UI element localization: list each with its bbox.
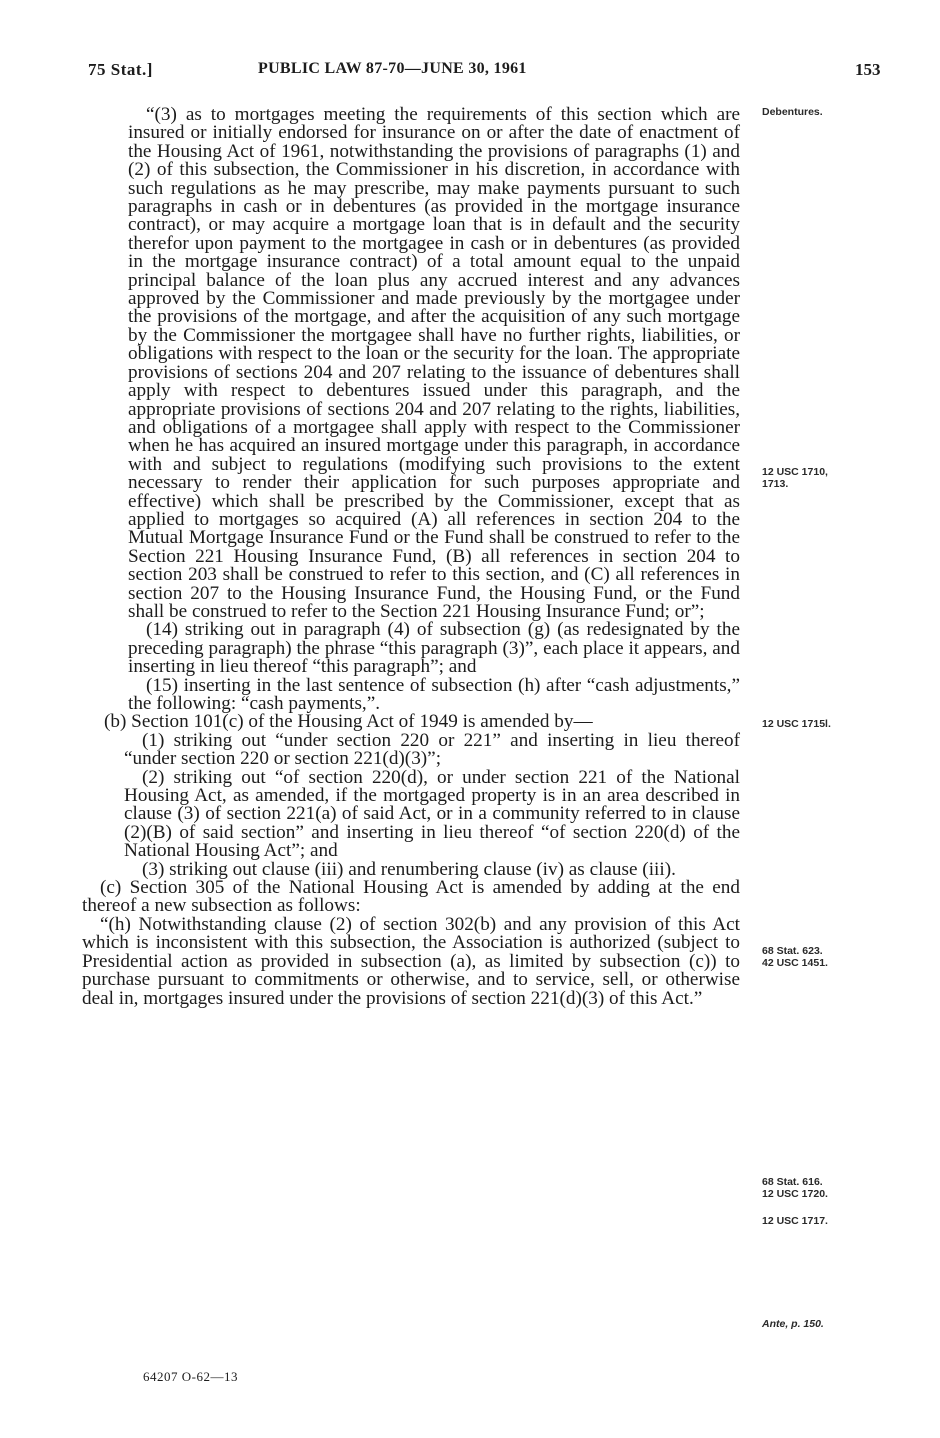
clause-b-2: (2) striking out “of section 220(d), or under section 221 of the National Housing Act, as amended, if the mortgaged property is in an area described in clause (3) of section 221(a) of said Act, or in a community referred to in clause (2)(B) of said section” and inserting in lieu thereof “of section 220(d) of the National Housing Act”; and (124, 766, 740, 862)
clause-b-1: (1) striking out “under section 220 or 221” and inserting in lieu thereof “under section 220 or section 221(d)(3)”; (124, 729, 740, 770)
body-text (82, 106, 740, 1008)
margin-note-debentures: Debentures. (762, 106, 823, 118)
subsection-c: (c) Section 305 of the National Housing Act is amended by adding at the end thereof a new subsection as follows: (82, 877, 740, 917)
subsection-b: (b) Section 101(c) of the Housing Act of 1949 is amended by— (104, 711, 593, 733)
paragraph-3-debentures: “(3) as to mortgages meeting the requirements of this section which are insured or initially endorsed for insurance on or after the date of enactment of the Housing Act of 1961, notwithstanding the provisions of paragraphs (1) and (2) of this subsection, the Commissioner in his discretion, in accordance with such regulations as he may prescribe, may make payments pursuant to such paragraphs in cash or in debentures (as provided in the mortgage insurance contract), or may acquire a mortgage loan that is in default and the security therefor upon payment to the mortgagee in cash or in debentures (as provided in the mortgage insurance contract) of a total amount equal to the unpaid principal balance of the loan plus any accrued interest and any advances approved by the Commissioner and made previously by the mortgagee under the provisions of the mortgage, and after the acquisition of any such mortgage by the Commissioner the mortgagee shall have no further rights, liabilities, or obligations with respect to the loan or the security for the loan. The appropriate provisions of sections 204 and 207 relating to the issuance of debentures shall apply with respect to debentures issued under this paragraph, and the appropriate provisions of sections 204 and 207 relating to the rights, liabilities, and obligations of a mortgagee shall apply with respect to the Commissioner when he has acquired an insured mortgage under this paragraph, in accordance with and subject to regulations (modifying such provisions to the extent necessary to render their application for such purposes appropriate and effective) which shall be prescribed by the Commissioner, except that as applied to mortgages so acquired (A) all references in section 204 to the Mutual Mortgage Insurance Fund or the Fund shall be construed to refer to the Section 221 Housing Insurance Fund, (B) all references in section 204 to section 203 shall be construed to refer to this section, and (C) all references in section 207 to the Housing Insurance Fund, the Housing Fund, or the Fund shall be construed to refer to the Section 221 Housing Insurance Fund; or”; (128, 104, 740, 622)
print-code-footer: 64207 O-62—13 (143, 1369, 238, 1384)
running-header (0, 60, 940, 86)
paragraph-15: (15) inserting in the last sentence of subsection (h) after “cash adjustments,” the following: “cash payments,”. (128, 674, 740, 714)
subsection-h: “(h) Notwithstanding clause (2) of section 302(b) and any provision of this Act which is inconsistent with this subsection, the Association is authorized (subject to Presidential action as provided in subsection (a), as limited by subsection (c)) to purchase pursuant to commitments or otherwise, and to service, sell, or otherwise deal in, mortgages insured under the provisions of section 221(d)(3) of this Act.” (82, 913, 740, 1009)
margin-note-stat-616: 68 Stat. 616. 12 USC 1720. (762, 1176, 828, 1200)
clause-b-3: (3) striking out clause (iii) and renumbering clause (iv) as clause (iii). (142, 858, 676, 880)
margin-note-usc-1715l: 12 USC 1715l. (762, 718, 831, 730)
margin-note-ante: Ante, p. 150. (762, 1318, 824, 1330)
page-number: 153 (855, 60, 881, 79)
header-title: PUBLIC LAW 87-70—JUNE 30, 1961 (258, 60, 527, 77)
margin-note-stat-623: 68 Stat. 623. 42 USC 1451. (762, 945, 828, 969)
margin-note-usc-1710: 12 USC 1710, 1713. (762, 466, 828, 490)
paragraph-14: (14) striking out in paragraph (4) of subsection (g) (as redesignated by the preceding paragraph) the phrase “this paragraph (3)”, each place it appears, and inserting in lieu thereof “this paragraph”; and (128, 619, 740, 678)
margin-note-usc-1717: 12 USC 1717. (762, 1215, 828, 1227)
statute-volume: 75 Stat.] (88, 60, 153, 79)
